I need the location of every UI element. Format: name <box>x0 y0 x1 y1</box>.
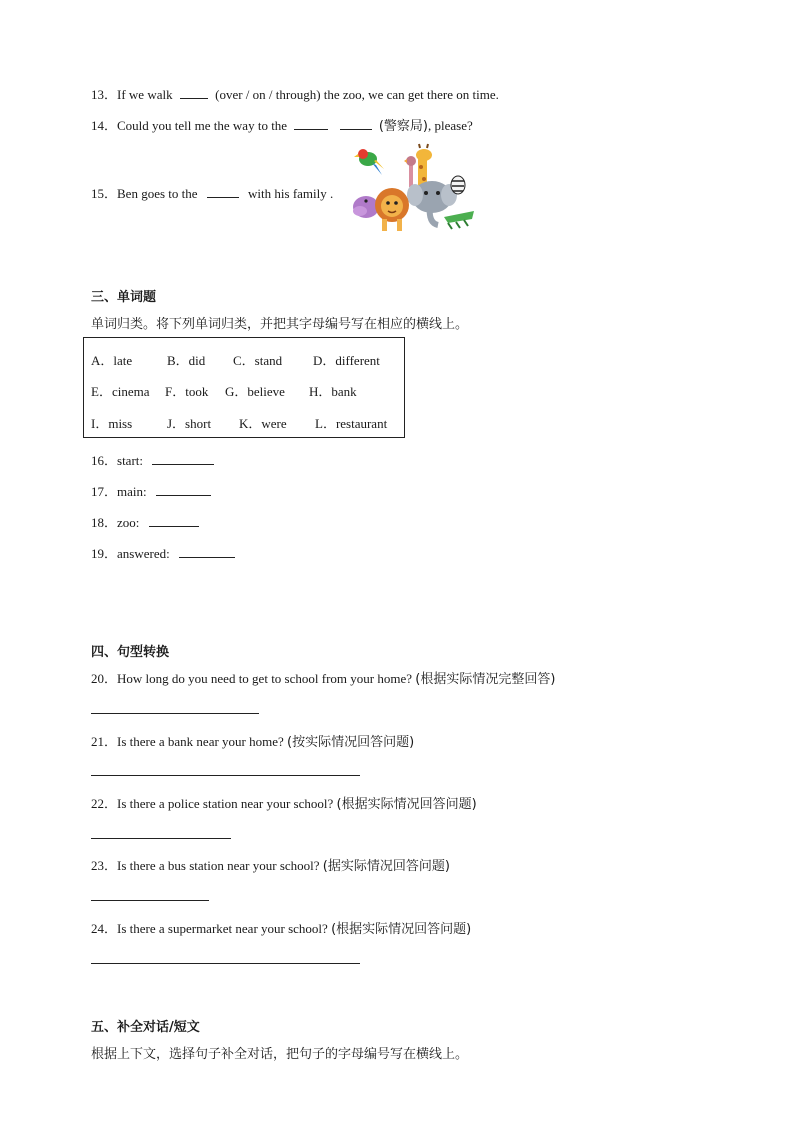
question-17 <box>91 481 211 500</box>
question-text: start: <box>117 453 144 468</box>
chinese-hint: (根据实际情况回答问题) <box>331 922 472 937</box>
question-text: Is there a police station near your school? <box>117 796 334 811</box>
answer-blank[interactable] <box>180 86 208 99</box>
section-4-title: 四、句型转换 <box>91 645 170 660</box>
question-15 <box>91 183 333 202</box>
section-5-instruction: 根据上下文，选择句子补全对话，把句子的字母编号写在横线上。 <box>91 1047 469 1062</box>
question-text-continued: (over / on / through) the zoo, we can get there on time. <box>215 87 499 102</box>
question-text: Is there a bus station near your school? <box>117 858 320 873</box>
question-text-continued: , please? <box>427 118 473 133</box>
question-number: 23． <box>91 858 118 873</box>
question-22 <box>91 793 477 812</box>
hippo-icon <box>353 196 379 218</box>
question-number: 18． <box>91 515 118 530</box>
option-l: L．restaurant <box>315 416 388 431</box>
option-c: C．stand <box>233 353 283 368</box>
question-number: 17． <box>91 484 118 499</box>
answer-blank[interactable] <box>149 514 199 527</box>
chinese-hint: (根据实际情况回答问题) <box>336 797 477 812</box>
option-b: B．did <box>167 353 206 368</box>
word-options-box <box>83 337 405 438</box>
question-number: 14． <box>91 118 118 133</box>
question-text: How long do you need to get to school from your home? <box>117 671 412 686</box>
section-3-title: 三、单词题 <box>91 290 157 305</box>
answer-blank-2[interactable] <box>340 117 372 130</box>
question-20 <box>91 668 555 687</box>
section-3-instruction: 单词归类。将下列单词归类，并把其字母编号写在相应的横线上。 <box>91 317 469 332</box>
option-j: J．short <box>167 416 212 431</box>
answer-line-23[interactable] <box>91 900 209 901</box>
zebra-icon <box>451 176 465 194</box>
question-number: 20． <box>91 671 118 686</box>
question-text: main: <box>117 484 147 499</box>
question-24 <box>91 918 471 937</box>
question-19 <box>91 543 235 562</box>
option-e: E．cinema <box>91 384 150 399</box>
question-text: answered: <box>117 546 170 561</box>
answer-blank[interactable] <box>152 452 214 465</box>
question-number: 16． <box>91 453 118 468</box>
answer-line-20[interactable] <box>91 713 259 714</box>
answer-blank[interactable] <box>156 483 211 496</box>
chinese-hint: (按实际情况回答问题) <box>287 735 415 750</box>
question-number: 21． <box>91 734 118 749</box>
question-number: 13． <box>91 87 118 102</box>
option-g: G．believe <box>225 384 285 399</box>
question-21 <box>91 731 414 750</box>
parrot-icon <box>354 149 384 175</box>
lion-icon <box>375 188 409 231</box>
question-16 <box>91 450 214 469</box>
question-text: Is there a bank near your home? <box>117 734 284 749</box>
zoo-animals-illustration <box>352 143 476 237</box>
answer-blank-1[interactable] <box>294 117 328 130</box>
answer-line-22[interactable] <box>91 838 231 839</box>
question-18 <box>91 512 199 531</box>
question-13 <box>91 84 499 103</box>
question-14 <box>91 115 473 134</box>
question-number: 24． <box>91 921 118 936</box>
question-number: 22． <box>91 796 118 811</box>
ostrich-icon <box>404 156 416 187</box>
question-number: 19． <box>91 546 118 561</box>
crocodile-icon <box>444 211 474 229</box>
option-k: K．were <box>239 416 287 431</box>
answer-line-21[interactable] <box>91 775 360 776</box>
question-text: Is there a supermarket near your school? <box>117 921 328 936</box>
section-5-title: 五、补全对话/短文 <box>91 1020 200 1035</box>
option-a: A．late <box>91 353 133 368</box>
question-text: If we walk <box>117 87 173 102</box>
question-text: Could you tell me the way to the <box>117 118 288 133</box>
answer-blank[interactable] <box>207 185 239 198</box>
question-text: zoo: <box>117 515 140 530</box>
question-text: Ben goes to the <box>117 186 198 201</box>
chinese-hint: (警察局) <box>378 119 428 134</box>
question-text-continued: with his family . <box>248 186 334 201</box>
answer-line-24[interactable] <box>91 963 360 964</box>
option-h: H．bank <box>309 384 357 399</box>
question-23 <box>91 855 450 874</box>
answer-blank[interactable] <box>179 545 235 558</box>
question-number: 15． <box>91 186 118 201</box>
option-d: D．different <box>313 353 380 368</box>
option-i: I．miss <box>91 416 133 431</box>
chinese-hint: (据实际情况回答问题) <box>322 859 450 874</box>
option-f: F．took <box>165 384 209 399</box>
chinese-hint: (根据实际情况完整回答) <box>415 672 556 687</box>
